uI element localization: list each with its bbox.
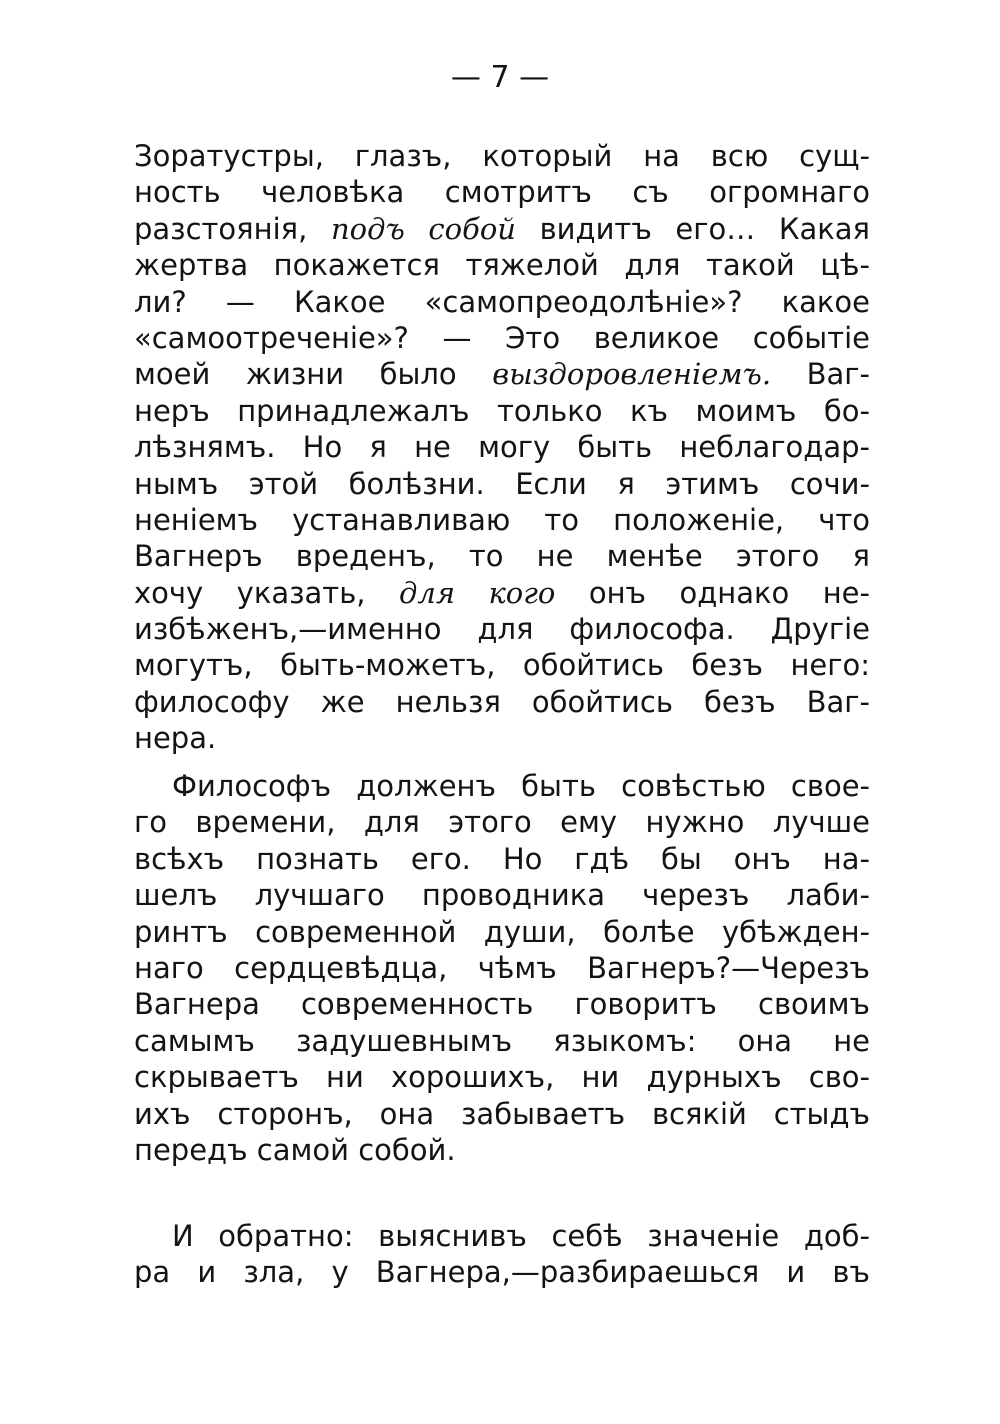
text-line	[134, 538, 870, 574]
text-run: жертва покажется тяжелой для такой цѣ-	[134, 248, 870, 283]
text-line	[134, 1059, 870, 1095]
text-run: «самоотреченіе»? — Это великое событіе	[134, 320, 870, 355]
paragraph-1	[134, 138, 870, 757]
text-line	[134, 950, 870, 986]
paragraph-2	[134, 768, 870, 1168]
text-line	[134, 877, 870, 913]
text-run: неніемъ устанавливаю то положеніе, что	[134, 502, 870, 537]
text-line	[134, 914, 870, 950]
text-line	[134, 174, 870, 210]
text-line	[134, 720, 870, 756]
text-run: видитъ его… Какая	[515, 211, 870, 246]
text-run: И обратно: выяснивъ себѣ значеніе доб-	[172, 1219, 870, 1253]
text-run: Зоратустры, глазъ, который на всю сущ-	[134, 139, 870, 173]
text-run: могутъ, быть-можетъ, обойтись безъ него:	[134, 648, 870, 683]
text-run: философу же нельзя обойтись безъ Ваг-	[134, 684, 870, 719]
text-line	[134, 1132, 870, 1168]
text-line	[134, 429, 870, 465]
text-line	[134, 1254, 870, 1290]
text-line	[134, 1096, 870, 1132]
text-line	[134, 393, 870, 429]
text-line	[134, 804, 870, 840]
text-line	[134, 575, 870, 611]
text-line	[134, 284, 870, 320]
text-run: избѣженъ,—именно для философа. Другіе	[134, 612, 870, 647]
text-run: разстоянія,	[134, 211, 331, 246]
text-run: Вагнеръ вреденъ, то не менѣе этого я	[134, 539, 870, 574]
text-run: лѣзнямъ. Но я не могу быть неблагодар-	[134, 430, 870, 465]
text-line	[134, 356, 870, 392]
text-run: самымъ задушевнымъ языкомъ: она не	[134, 1023, 870, 1058]
text-run: нымъ этой болѣзни. Если я этимъ сочи-	[134, 466, 870, 501]
text-line	[134, 768, 870, 804]
text-run: моей жизни было	[134, 357, 493, 392]
text-run: шелъ лучшаго проводника черезъ лаби-	[134, 878, 870, 913]
text-run: Ваг-	[771, 357, 870, 392]
text-run: го времени, для этого ему нужно лучше	[134, 805, 870, 840]
text-run: ринтъ современной души, болѣе убѣжден-	[134, 914, 870, 949]
text-line	[134, 502, 870, 538]
text-run: онъ однако не-	[555, 575, 870, 610]
text-run: скрываетъ ни хорошихъ, ни дурныхъ сво-	[134, 1060, 870, 1095]
text-line	[134, 1218, 870, 1254]
text-line	[134, 247, 870, 283]
italic-emphasis: подъ собой	[330, 211, 516, 246]
text-line	[134, 320, 870, 356]
text-run: передъ самой собой.	[134, 1132, 456, 1167]
text-line	[134, 647, 870, 683]
page-number: — 7 —	[450, 60, 550, 95]
text-line	[134, 1023, 870, 1059]
text-line	[134, 684, 870, 720]
text-run: ра и зла, у Вагнера,—разбираешься и въ	[134, 1255, 870, 1290]
text-line	[134, 211, 870, 247]
text-line	[134, 611, 870, 647]
text-run: ность человѣка смотритъ съ огромнаго	[134, 175, 870, 210]
text-line	[134, 841, 870, 877]
text-run: хочу указать,	[134, 575, 399, 610]
italic-emphasis: для кого	[398, 575, 556, 610]
text-line	[134, 138, 870, 174]
paragraph-3	[134, 1218, 870, 1291]
text-run: наго сердцевѣдца, чѣмъ Вагнеръ?—Черезъ	[134, 950, 870, 985]
text-run: ли? — Какое «самопреодолѣніе»? какое	[134, 284, 870, 319]
text-run: неръ принадлежалъ только къ моимъ бо-	[134, 393, 870, 428]
text-run: нера.	[134, 721, 217, 756]
text-run: Философъ долженъ быть совѣстью свое-	[172, 769, 870, 803]
text-line	[134, 986, 870, 1022]
italic-emphasis: выздоровленіемъ.	[492, 357, 772, 392]
text-run: Вагнера современность говоритъ своимъ	[134, 987, 870, 1022]
text-run: всѣхъ познать его. Но гдѣ бы онъ на-	[134, 841, 870, 876]
text-run: ихъ сторонъ, она забываетъ всякій стыдъ	[134, 1096, 870, 1131]
text-line	[134, 466, 870, 502]
